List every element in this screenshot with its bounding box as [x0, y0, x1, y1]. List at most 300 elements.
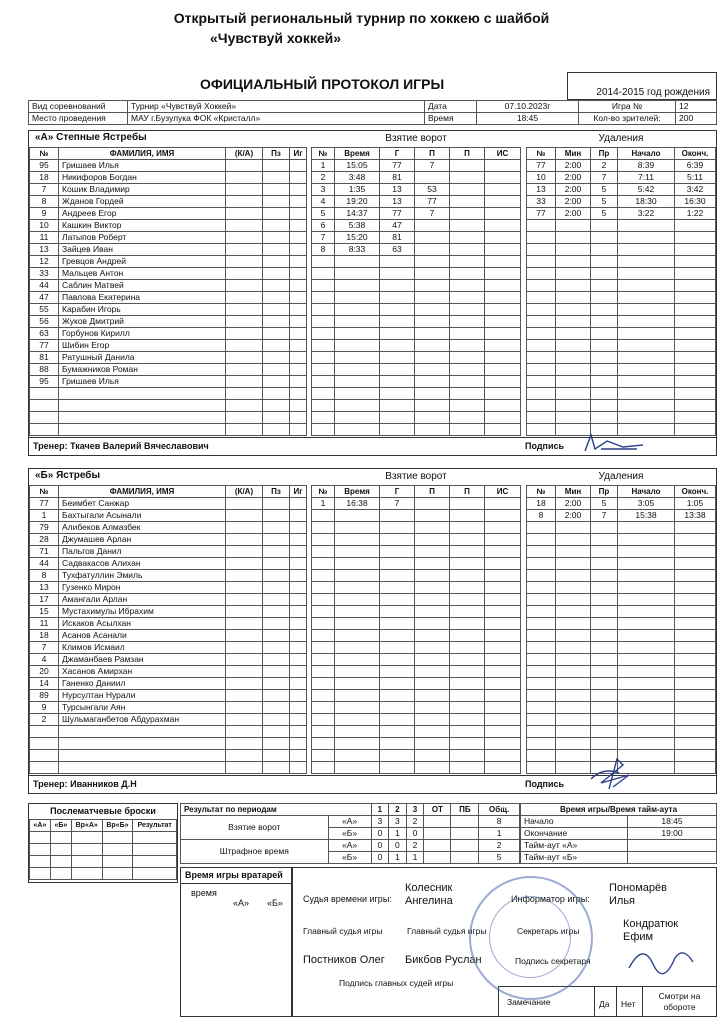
start-label: Начало [521, 816, 628, 828]
team-b-goals [311, 485, 521, 774]
player-pz [263, 256, 290, 268]
penalty-minutes [556, 316, 591, 328]
penalty-end [675, 534, 716, 546]
player-ig [290, 582, 307, 594]
goal-is [485, 376, 521, 388]
goal-scorer [380, 304, 415, 316]
pen-col-end: Оконч. [675, 148, 716, 160]
penalty-start: 3:22 [618, 208, 675, 220]
penalty-start [618, 654, 675, 666]
goal-assist-1 [415, 304, 450, 316]
goal-number: 7 [312, 232, 335, 244]
penalty-row [527, 654, 716, 666]
tournament-subtitle: «Чувствуй хоккей» [210, 30, 342, 46]
penalty-start [618, 558, 675, 570]
player-pz [263, 618, 290, 630]
cell: 8 [479, 816, 520, 828]
goal-scorer [380, 678, 415, 690]
penalty-end [675, 618, 716, 630]
goal-time [335, 424, 380, 436]
pen-col-num: № [527, 148, 556, 160]
player-ig [290, 256, 307, 268]
period-1: 1 [371, 804, 389, 816]
player-ig [290, 726, 307, 738]
goal-row [312, 364, 521, 376]
penalty-reason: 5 [591, 498, 618, 510]
goal-scorer [380, 412, 415, 424]
cell [424, 816, 451, 828]
goal-assist-2 [450, 316, 485, 328]
goal-time [335, 328, 380, 340]
col-num: № [30, 148, 59, 160]
player-name: Кошик Владимир [59, 184, 226, 196]
penalty-end [675, 690, 716, 702]
player-name: Турсынгали Аян [59, 702, 226, 714]
goal-assist-2 [450, 352, 485, 364]
penalty-player [527, 750, 556, 762]
penalty-player [527, 762, 556, 774]
player-ka [226, 208, 263, 220]
player-row [30, 412, 307, 424]
penalty-minutes [556, 690, 591, 702]
player-pz [263, 184, 290, 196]
competition-value: Турнир «Чувствуй Хоккей» [128, 101, 425, 113]
player-name: Жуков Дмитрий [59, 316, 226, 328]
player-pz [263, 642, 290, 654]
goal-is [485, 304, 521, 316]
col-num: № [30, 486, 59, 498]
official-stamp-inner [489, 896, 571, 978]
player-row [30, 642, 307, 654]
goal-scorer [380, 268, 415, 280]
goal-row [312, 666, 521, 678]
game-info-table [28, 100, 717, 125]
goal-time [335, 558, 380, 570]
penalty-end [675, 570, 716, 582]
player-number [30, 726, 59, 738]
player-ka [226, 256, 263, 268]
player-number [30, 424, 59, 436]
penalty-start [618, 232, 675, 244]
player-row [30, 232, 307, 244]
penalty-player: 18 [527, 498, 556, 510]
player-number: 11 [30, 618, 59, 630]
player-ka [226, 328, 263, 340]
penalty-row [527, 292, 716, 304]
penalty-row [527, 498, 716, 510]
goal-time [335, 690, 380, 702]
player-row [30, 340, 307, 352]
timeout-b-label: Тайм-аут «Б» [521, 852, 628, 864]
penalty-minutes [556, 582, 591, 594]
goal-row [312, 220, 521, 232]
player-number [30, 738, 59, 750]
goal-scorer: 13 [380, 196, 415, 208]
penalty-reason [591, 642, 618, 654]
penalty-start: 18:30 [618, 196, 675, 208]
goal-scorer [380, 510, 415, 522]
goal-row [312, 630, 521, 642]
penalty-minutes [556, 328, 591, 340]
goal-row [312, 304, 521, 316]
player-ka [226, 376, 263, 388]
pen-col-start: Начало [618, 486, 675, 498]
goal-is [485, 630, 521, 642]
penalty-reason: 5 [591, 184, 618, 196]
goal-scorer [380, 714, 415, 726]
penalty-end [675, 232, 716, 244]
player-number: 89 [30, 690, 59, 702]
player-ig [290, 522, 307, 534]
goal-number [312, 606, 335, 618]
player-name: Искаков Асылхан [59, 618, 226, 630]
shootout-col-vrb: Вр«Б» [102, 820, 133, 832]
main-judge-label-2: Главный судья игры [407, 926, 487, 936]
player-ig [290, 220, 307, 232]
player-ka [226, 750, 263, 762]
goal-scorer [380, 654, 415, 666]
player-name: Тухфатуллин Эмиль [59, 570, 226, 582]
penalty-player [527, 642, 556, 654]
goal-is [485, 328, 521, 340]
goal-number [312, 642, 335, 654]
penalty-reason: 7 [591, 172, 618, 184]
goal-number [312, 376, 335, 388]
main-judge-label: Главный судья игры [303, 926, 383, 936]
goal-number [312, 352, 335, 364]
penalty-player: 13 [527, 184, 556, 196]
goals-label: Взятие ворот [181, 816, 329, 840]
penalty-reason [591, 618, 618, 630]
penalty-reason [591, 594, 618, 606]
goal-assist-1 [415, 256, 450, 268]
player-ka [226, 292, 263, 304]
team-b-sign-label: Подпись [525, 779, 565, 789]
goal-time [335, 642, 380, 654]
goal-scorer: 13 [380, 184, 415, 196]
penalty-start [618, 534, 675, 546]
player-ka [226, 352, 263, 364]
end-value: 19:00 [628, 828, 717, 840]
player-ka [226, 172, 263, 184]
player-pz [263, 280, 290, 292]
goal-number [312, 558, 335, 570]
goal-time: 16:38 [335, 498, 380, 510]
player-row [30, 304, 307, 316]
cell: 2 [406, 840, 424, 852]
goal-row [312, 376, 521, 388]
player-ka [226, 666, 263, 678]
penalty-end [675, 376, 716, 388]
player-pz [263, 546, 290, 558]
player-number: 7 [30, 642, 59, 654]
penalty-row [527, 244, 716, 256]
penalty-start [618, 714, 675, 726]
cell: 3 [371, 816, 389, 828]
col-ig: Иг [290, 148, 307, 160]
cell [424, 828, 451, 840]
penalty-start [618, 738, 675, 750]
goal-is [485, 316, 521, 328]
goal-assist-1: 7 [415, 208, 450, 220]
penalty-player: 10 [527, 172, 556, 184]
player-ig [290, 738, 307, 750]
player-ka [226, 630, 263, 642]
goal-col-time: Время [335, 486, 380, 498]
shootout-title: Послематчевые броски [50, 806, 156, 816]
pen-col-num: № [527, 486, 556, 498]
goal-assist-1: 7 [415, 160, 450, 172]
player-ig [290, 606, 307, 618]
player-ig [290, 570, 307, 582]
goal-row [312, 606, 521, 618]
player-pz [263, 328, 290, 340]
player-row [30, 558, 307, 570]
player-pz [263, 534, 290, 546]
goal-is [485, 762, 521, 774]
goal-is [485, 244, 521, 256]
remark-yes: Да [594, 986, 616, 1016]
goal-is [485, 558, 521, 570]
goal-is [485, 160, 521, 172]
player-ka [226, 594, 263, 606]
goal-row [312, 172, 521, 184]
goal-number [312, 388, 335, 400]
player-pz [263, 364, 290, 376]
goal-assist-2 [450, 714, 485, 726]
player-number: 10 [30, 220, 59, 232]
player-ka [226, 510, 263, 522]
goal-assist-2 [450, 642, 485, 654]
time-label: Время [425, 113, 477, 125]
penalty-player [527, 352, 556, 364]
goal-time [335, 352, 380, 364]
periods-title: Результат по периодам [181, 804, 372, 816]
player-pz [263, 376, 290, 388]
goal-number: 8 [312, 244, 335, 256]
penalty-player [527, 364, 556, 376]
goal-row [312, 400, 521, 412]
penalty-end [675, 738, 716, 750]
penalty-minutes [556, 678, 591, 690]
penalty-player [527, 546, 556, 558]
goal-row [312, 582, 521, 594]
penalty-minutes [556, 558, 591, 570]
player-ig [290, 594, 307, 606]
goal-assist-1 [415, 412, 450, 424]
goal-scorer [380, 292, 415, 304]
player-name: Павлова Екатерина [59, 292, 226, 304]
time-judge-name: Колесник Ангелина [405, 882, 453, 907]
penalty-player [527, 630, 556, 642]
penalty-reason [591, 268, 618, 280]
goal-row [312, 522, 521, 534]
goal-time: 5:38 [335, 220, 380, 232]
cell [424, 840, 451, 852]
player-ka [226, 690, 263, 702]
goal-is [485, 690, 521, 702]
protocol-title: ОФИЦИАЛЬНЫЙ ПРОТОКОЛ ИГРЫ [200, 76, 445, 92]
goal-assist-1 [415, 292, 450, 304]
goal-assist-1 [415, 352, 450, 364]
goal-assist-1 [415, 280, 450, 292]
player-number: 81 [30, 352, 59, 364]
goal-assist-1 [415, 678, 450, 690]
col-ka: (К/А) [226, 486, 263, 498]
row-team: «Б» [328, 828, 371, 840]
goal-assist-2 [450, 522, 485, 534]
player-pz [263, 570, 290, 582]
venue-label: Место проведения [29, 113, 128, 125]
goal-assist-1 [415, 376, 450, 388]
goal-row [312, 558, 521, 570]
tournament-title: Открытый региональный турнир по хоккею с шайбой [173, 10, 550, 26]
player-ig [290, 328, 307, 340]
player-name: Андреев Егор [59, 208, 226, 220]
player-ig [290, 160, 307, 172]
goal-number [312, 534, 335, 546]
penalty-row [527, 714, 716, 726]
penalty-row [527, 412, 716, 424]
goal-is [485, 364, 521, 376]
player-row [30, 522, 307, 534]
goalies-a: «А» [233, 898, 250, 908]
player-ig [290, 316, 307, 328]
player-ka [226, 244, 263, 256]
penalty-minutes: 2:00 [556, 510, 591, 522]
penalty-minutes [556, 642, 591, 654]
penalty-player [527, 340, 556, 352]
goal-scorer [380, 376, 415, 388]
competition-label: Вид соревнований [29, 101, 128, 113]
player-ig [290, 424, 307, 436]
player-name: Хасанов Амирхан [59, 666, 226, 678]
player-name: Пальгов Данил [59, 546, 226, 558]
player-pz [263, 630, 290, 642]
player-name: Асанов Асанали [59, 630, 226, 642]
goal-assist-1 [415, 618, 450, 630]
player-name: Джумашев Арлан [59, 534, 226, 546]
pen-col-pr: Пр [591, 486, 618, 498]
player-name [59, 388, 226, 400]
goal-row [312, 678, 521, 690]
penalty-player: 77 [527, 160, 556, 172]
secretary-name: Кондратюк Ефим [623, 918, 679, 943]
player-name: Шибин Егор [59, 340, 226, 352]
player-row [30, 388, 307, 400]
penalty-start [618, 244, 675, 256]
player-row [30, 594, 307, 606]
penalty-player [527, 412, 556, 424]
remark-no: Нет [616, 986, 642, 1016]
goal-scorer [380, 630, 415, 642]
goal-time [335, 534, 380, 546]
penalty-start [618, 546, 675, 558]
player-ig [290, 618, 307, 630]
pen-col-end: Оконч. [675, 486, 716, 498]
player-pz [263, 412, 290, 424]
player-ka [226, 606, 263, 618]
goal-number [312, 654, 335, 666]
goal-is [485, 340, 521, 352]
goal-is [485, 714, 521, 726]
officials-section [292, 867, 717, 1017]
player-pz [263, 582, 290, 594]
penalty-reason [591, 292, 618, 304]
player-name: Гришаев Илья [59, 376, 226, 388]
goal-row [312, 244, 521, 256]
player-number: 8 [30, 196, 59, 208]
cell: 1 [389, 852, 407, 864]
penalty-row [527, 666, 716, 678]
player-ka [226, 268, 263, 280]
player-name: Карабин Игорь [59, 304, 226, 316]
goal-row [312, 160, 521, 172]
goal-is [485, 256, 521, 268]
goal-is [485, 570, 521, 582]
player-number: 77 [30, 498, 59, 510]
penalty-player [527, 534, 556, 546]
shootout-col-a: «А» [30, 820, 51, 832]
secretary-signature [623, 938, 703, 978]
penalty-end [675, 606, 716, 618]
goal-is [485, 352, 521, 364]
penalty-row [527, 400, 716, 412]
goal-row [312, 534, 521, 546]
goal-assist-2 [450, 498, 485, 510]
goal-is [485, 606, 521, 618]
penalty-player [527, 678, 556, 690]
goal-is [485, 702, 521, 714]
player-row [30, 316, 307, 328]
goal-is [485, 666, 521, 678]
player-number: 56 [30, 316, 59, 328]
penalty-start [618, 678, 675, 690]
penalty-player [527, 594, 556, 606]
penalty-start [618, 388, 675, 400]
player-row [30, 364, 307, 376]
penalty-end [675, 762, 716, 774]
goal-is [485, 232, 521, 244]
goal-assist-1 [415, 388, 450, 400]
penalty-end [675, 726, 716, 738]
goal-is [485, 208, 521, 220]
goal-time: 1:35 [335, 184, 380, 196]
player-ka [226, 220, 263, 232]
penalty-player [527, 292, 556, 304]
row-team: «Б» [328, 852, 371, 864]
penalty-end [675, 316, 716, 328]
goal-number [312, 762, 335, 774]
goal-assist-2 [450, 750, 485, 762]
player-pz [263, 690, 290, 702]
goal-is [485, 654, 521, 666]
goal-assist-1 [415, 714, 450, 726]
goal-row [312, 196, 521, 208]
penalty-row [527, 522, 716, 534]
timeout-b-value [628, 852, 717, 864]
goal-number [312, 582, 335, 594]
player-ig [290, 184, 307, 196]
penalty-reason [591, 244, 618, 256]
player-row [30, 220, 307, 232]
pen-col-start: Начало [618, 148, 675, 160]
penalty-start [618, 280, 675, 292]
penalty-end [675, 558, 716, 570]
goal-number [312, 738, 335, 750]
goal-assist-1 [415, 546, 450, 558]
player-row [30, 268, 307, 280]
